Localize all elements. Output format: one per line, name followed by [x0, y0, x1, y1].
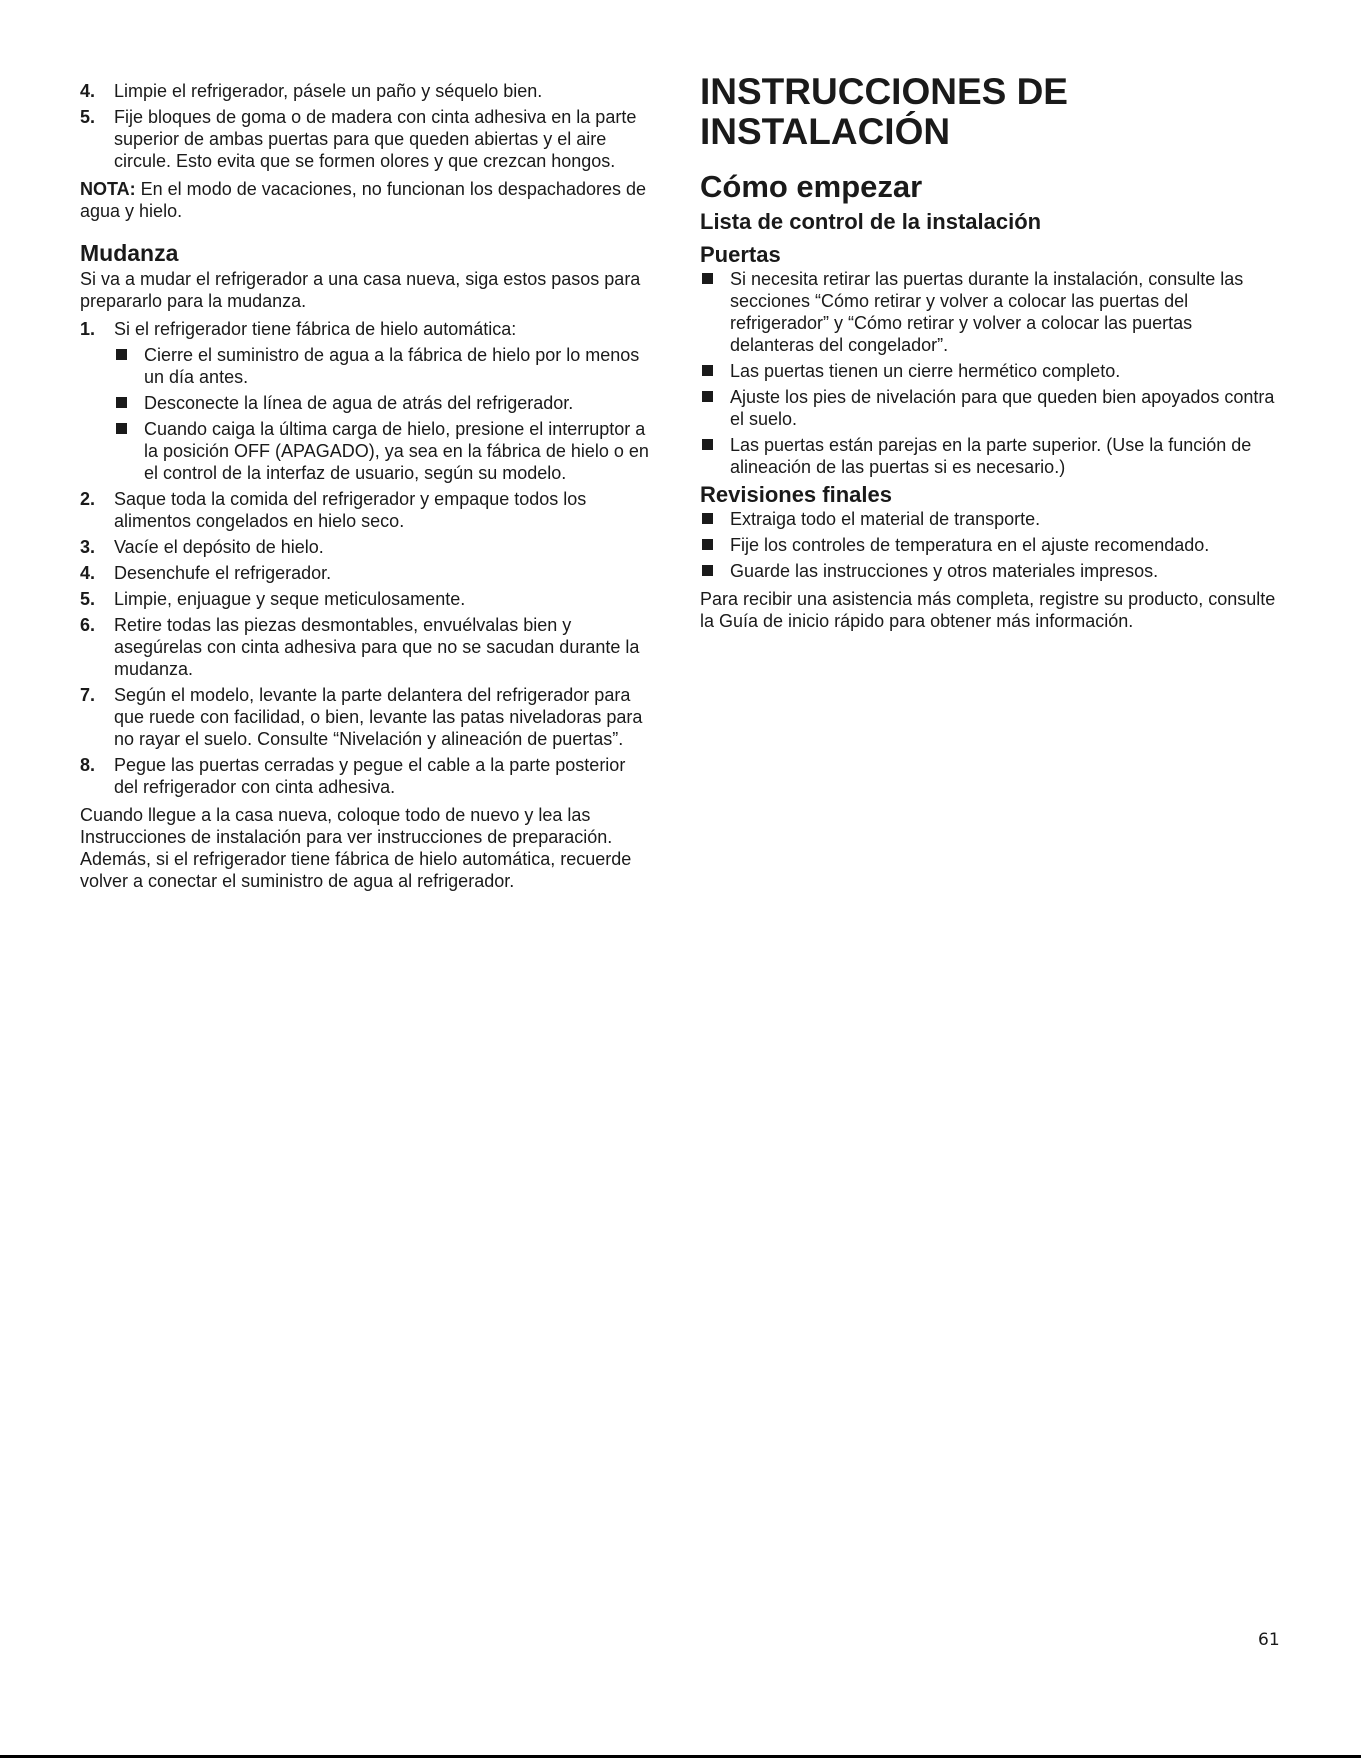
main-heading: INSTRUCCIONES DE INSTALACIÓN: [700, 71, 1068, 152]
bullet-item: Ajuste los pies de nivelación para que queden bien apoyados contra el suelo.: [700, 386, 1280, 430]
puertas-list: [700, 268, 1280, 478]
moving-steps-list: [80, 318, 650, 798]
bullet-item: Desconecte la línea de agua de atrás del refrigerador.: [114, 392, 650, 414]
bottom-divider: [0, 1755, 1361, 1758]
subsection-heading: Lista de control de la instalación: [700, 209, 1042, 234]
bullet-item: Extraiga todo el material de transporte.: [700, 508, 1280, 530]
bullet-item: Guarde las instrucciones y otros materiales impresos.: [700, 560, 1280, 582]
list-item: 2. Saque toda la comida del refrigerador y empaque todos los alimentos congelados en hielo seco.: [80, 489, 587, 531]
revisiones-list: [700, 508, 1280, 582]
list-item: 5. Limpie, enjuague y seque meticulosamente.: [80, 589, 466, 609]
right-column: [700, 71, 1280, 632]
list-item: 7. Según el modelo, levante la parte delantera del refrigerador para que ruede con facilidad, o bien, levante las patas niveladoras para no rayar el suelo. Consulte “Nivelación y alineación de puertas”.: [80, 685, 643, 749]
list-item: 5. Fije bloques de goma o de madera con cinta adhesiva en la parte superior de ambas puertas para que queden abiertas y el aire circule. Esto evita que se formen olores y que crezcan hongos.: [80, 107, 637, 171]
mudanza-heading: Mudanza: [80, 240, 179, 266]
list-item: 4. Desenchufe el refrigerador.: [80, 563, 332, 583]
bullet-item: Fije los controles de temperatura en el ajuste recomendado.: [700, 534, 1280, 556]
bullet-item: Las puertas están parejas en la parte superior. (Use la función de alineación de las puertas si es necesario.): [700, 434, 1280, 478]
moving-closing-paragraph: Cuando llegue a la casa nueva, coloque todo de nuevo y lea las Instrucciones de instalación para ver instrucciones de preparación. Además, si el refrigerador tiene fábrica de hielo automática, recuerde volver a conectar el suministro de agua al refrigerador.: [80, 805, 632, 891]
list-item: 3. Vacíe el depósito de hielo.: [80, 537, 324, 557]
bullet-item: Si necesita retirar las puertas durante la instalación, consulte las secciones “Cómo retirar y volver a colocar las puertas del refrigerador” y “Cómo retirar y volver a colocar las puertas delanteras del congelador”.: [700, 268, 1280, 356]
left-column: [80, 80, 650, 892]
list-item: 8. Pegue las puertas cerradas y pegue el cable a la parte posterior del refrigerador con cinta adhesiva.: [80, 755, 626, 797]
bullet-item: Cuando caiga la última carga de hielo, presione el interruptor a la posición OFF (APAGADO), ya sea en la fábrica de hielo o en el control de la interfaz de usuario, según su modelo.: [114, 418, 650, 484]
list-item: 4. Limpie el refrigerador, pásele un paño y séquelo bien.: [80, 81, 543, 101]
note-label: NOTA:: [80, 179, 136, 199]
puertas-heading: Puertas: [700, 242, 781, 267]
list-item: 6. Retire todas las piezas desmontables, envuélvalas bien y asegúrelas con cinta adhesiva para que no se sacudan durante la mudanza.: [80, 615, 640, 679]
vacation-steps-list: [80, 80, 650, 172]
note-paragraph: NOTA: En el modo de vacaciones, no funcionan los despachadores de agua y hielo.: [80, 179, 647, 221]
bullet-item: Cierre el suministro de agua a la fábrica de hielo por lo menos un día antes.: [114, 344, 650, 388]
revisiones-heading: Revisiones finales: [700, 482, 892, 507]
list-item: 1. Si el refrigerador tiene fábrica de hielo automática: Cierre el suministro de agua a la fábrica de hielo por lo menos un día antes. Desconecte la línea de agua de atrás del refrigerador. Cuando caiga la última carga de hielo, presione el interruptor a la posición OFF (APAGADO), ya sea en la fábrica de hielo o en el control de la interfaz de usuario, según su modelo.: [80, 319, 649, 483]
page-number: 61: [1258, 1630, 1280, 1650]
icemaker-bullets: [114, 344, 650, 484]
install-closing-paragraph: Para recibir una asistencia más completa, registre su producto, consulte la Guía de inicio rápido para obtener más información.: [700, 589, 1276, 631]
mudanza-intro: Si va a mudar el refrigerador a una casa nueva, siga estos pasos para prepararlo para la mudanza.: [80, 269, 641, 311]
bullet-item: Las puertas tienen un cierre hermético completo.: [700, 360, 1280, 382]
section-heading: Cómo empezar: [700, 169, 923, 204]
